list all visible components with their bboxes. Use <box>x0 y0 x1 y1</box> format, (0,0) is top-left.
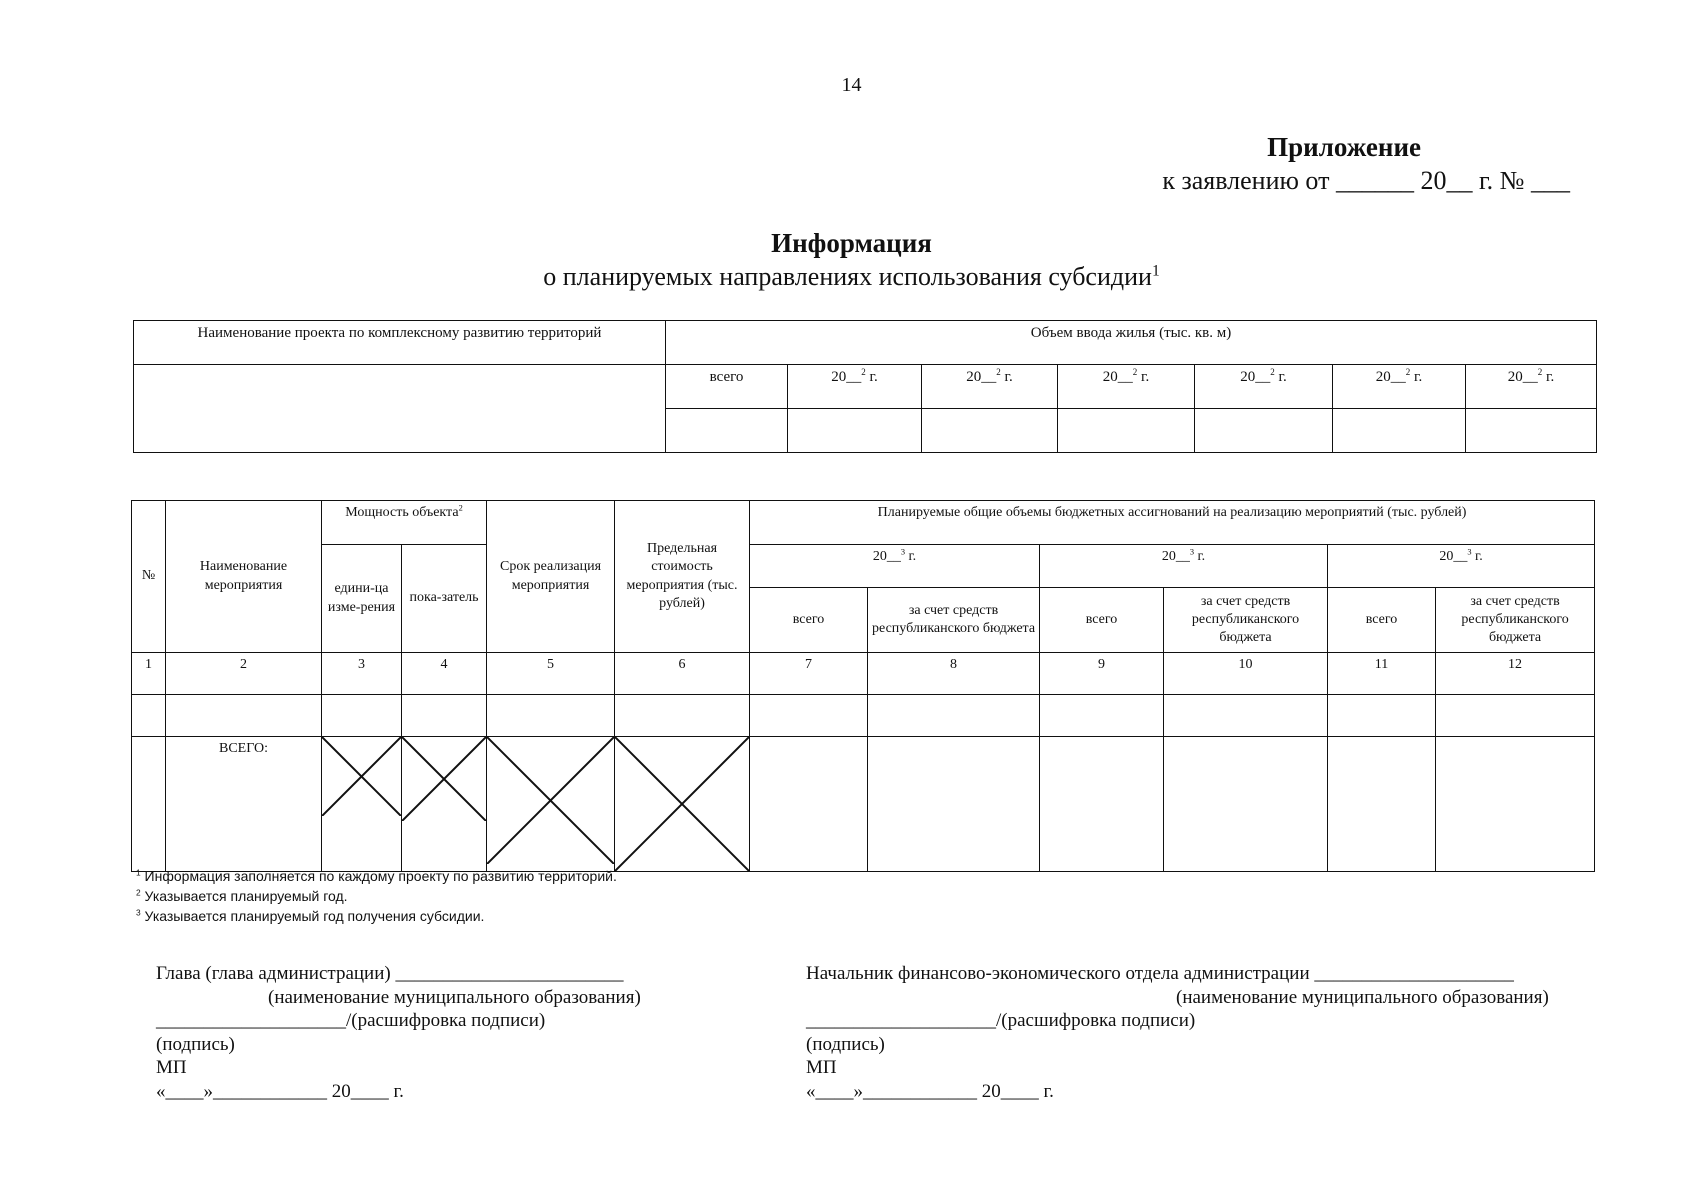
cross-mark-icon <box>322 737 401 816</box>
table-cell[interactable] <box>750 737 868 872</box>
table-cell[interactable] <box>322 695 402 737</box>
signature-caption: (наименование муниципального образования) <box>268 986 641 1008</box>
footnote-ref-3: 3 <box>1467 547 1472 557</box>
column-number: 2 <box>166 653 322 695</box>
year-label: 20__ <box>1240 369 1271 385</box>
date-line[interactable]: «____»____________ 20____ г. <box>156 1080 404 1102</box>
housing-value-cell[interactable] <box>922 409 1058 453</box>
cross-mark-icon <box>487 737 614 864</box>
table-cell[interactable] <box>615 695 750 737</box>
column-number: 8 <box>868 653 1040 695</box>
footnote-ref-3: 3 <box>1189 547 1195 557</box>
column-number: 9 <box>1040 653 1164 695</box>
col-total-header: всего <box>1328 588 1436 653</box>
project-name-cell[interactable] <box>134 365 666 453</box>
footnote-text: Указывается планируемый год. <box>140 888 348 904</box>
table-cell <box>132 737 166 872</box>
footnote-ref-2: 2 <box>1270 367 1275 377</box>
budget-allocation-table <box>131 500 1595 872</box>
column-number: 4 <box>402 653 487 695</box>
year-suffix: г. <box>865 369 878 385</box>
crossed-out-cell <box>322 737 402 872</box>
housing-value-cell[interactable] <box>788 409 922 453</box>
footnote-ref-3: 3 <box>900 547 906 557</box>
crossed-out-cell <box>487 737 615 872</box>
appendix-title: Приложение <box>1267 132 1421 162</box>
appendix-subtitle: к заявлению от ______ 20__ г. № ___ <box>1162 166 1570 195</box>
budget-year-header <box>750 545 1040 588</box>
col-capacity-header <box>322 501 487 545</box>
footnote-number: 2 <box>136 887 141 898</box>
footnote-ref-2: 2 <box>1537 367 1543 377</box>
year-suffix: г. <box>905 549 917 564</box>
table-cell[interactable] <box>868 737 1040 872</box>
year-suffix: г. <box>1542 369 1555 385</box>
year-label: 20__ <box>1439 549 1468 564</box>
table-cell[interactable] <box>1040 695 1164 737</box>
stamp-place: МП <box>156 1057 187 1078</box>
year-label: 20__ <box>872 549 901 564</box>
housing-year-header <box>1195 365 1333 409</box>
housing-value-cell[interactable] <box>1466 409 1597 453</box>
document-subtitle <box>0 262 1703 292</box>
col-republic-budget-header: за счет средств республиканского бюджета <box>1436 588 1595 653</box>
table-cell[interactable] <box>1436 695 1595 737</box>
signature-line[interactable]: ____________________/(расшифровка подписи) <box>806 1010 1196 1031</box>
housing-volume-table <box>133 320 1597 453</box>
signature-block-finance <box>806 962 1549 1103</box>
footnote-ref-2: 2 <box>861 367 866 377</box>
year-suffix: г. <box>1194 549 1206 564</box>
cross-mark-icon <box>402 737 486 821</box>
year-label: 20__ <box>1161 549 1190 564</box>
col-unit-header: едини-ца изме-рения <box>322 545 402 653</box>
signature-line[interactable]: Начальник финансово-экономического отдела администрации _____________________ <box>806 963 1514 984</box>
column-number: 1 <box>132 653 166 695</box>
signature-line[interactable]: ____________________/(расшифровка подписи) <box>156 1010 546 1031</box>
footnote-ref-1: 1 <box>1151 262 1160 280</box>
housing-value-cell[interactable] <box>1058 409 1195 453</box>
housing-total-header: всего <box>666 365 788 409</box>
document-title: Информация <box>771 228 932 258</box>
footnotes <box>136 866 617 926</box>
column-number: 6 <box>615 653 750 695</box>
year-suffix: г. <box>1137 369 1150 385</box>
footnote <box>136 906 617 926</box>
stamp-place: МП <box>806 1057 837 1078</box>
signature-block-head <box>156 962 641 1103</box>
year-label: 20__ <box>1507 369 1538 385</box>
col-event-name-header: Наименование мероприятия <box>166 501 322 653</box>
column-number: 7 <box>750 653 868 695</box>
col-total-header: всего <box>750 588 868 653</box>
footnote-text: Указывается планируемый год получения субсидии. <box>140 908 485 924</box>
housing-value-cell[interactable] <box>1333 409 1466 453</box>
table-cell[interactable] <box>132 695 166 737</box>
date-line[interactable]: «____»____________ 20____ г. <box>806 1080 1054 1102</box>
table-cell[interactable] <box>1164 695 1328 737</box>
year-suffix: г. <box>1471 549 1483 564</box>
footnote-ref-2: 2 <box>1405 367 1411 377</box>
total-row-label: ВСЕГО: <box>166 737 322 872</box>
budget-year-header <box>1040 545 1328 588</box>
column-number: 5 <box>487 653 615 695</box>
cross-mark-icon <box>615 737 749 871</box>
crossed-out-cell <box>615 737 750 872</box>
table-cell[interactable] <box>750 695 868 737</box>
table-cell[interactable] <box>868 695 1040 737</box>
housing-year-header <box>1058 365 1195 409</box>
column-number: 11 <box>1328 653 1436 695</box>
table-cell[interactable] <box>1328 737 1436 872</box>
year-label: 20__ <box>1102 369 1133 385</box>
table-cell[interactable] <box>402 695 487 737</box>
footnote <box>136 886 617 906</box>
column-number: 10 <box>1164 653 1328 695</box>
footnote-ref-2: 2 <box>1132 367 1138 377</box>
footnote-ref-2: 2 <box>458 503 463 513</box>
year-label: 20__ <box>966 369 997 385</box>
col-republic-budget-header: за счет средств республиканского бюджета <box>868 588 1040 653</box>
table-cell[interactable] <box>166 695 322 737</box>
signature-caption: (подпись) <box>156 1033 235 1055</box>
document-subtitle-text: о планируемых направлениях использования субсидии <box>543 262 1152 291</box>
year-suffix: г. <box>1274 369 1287 385</box>
footnote-ref-2: 2 <box>996 367 1001 377</box>
signature-caption: (наименование муниципального образования) <box>1176 986 1549 1008</box>
col-total-header: всего <box>1040 588 1164 653</box>
col-number-header: № <box>132 501 166 653</box>
housing-value-cell[interactable] <box>1195 409 1333 453</box>
column-number: 3 <box>322 653 402 695</box>
project-name-header: Наименование проекта по комплексному развитию территорий <box>134 321 666 365</box>
housing-value-cell[interactable] <box>666 409 788 453</box>
page-number: 14 <box>841 74 862 96</box>
housing-year-header <box>1333 365 1466 409</box>
year-suffix: г. <box>1000 369 1013 385</box>
year-label: 20__ <box>831 369 862 385</box>
housing-year-header <box>922 365 1058 409</box>
col-planned-budget-header: Планируемые общие объемы бюджетных ассигнований на реализацию мероприятий (тыс. рублей) <box>750 501 1595 545</box>
footnote-number: 1 <box>136 867 141 878</box>
budget-year-header <box>1328 545 1595 588</box>
year-label: 20__ <box>1375 369 1406 385</box>
capacity-label: Мощность объекта <box>345 505 459 520</box>
col-cost-header: Предельная стоимость мероприятия (тыс. рублей) <box>615 501 750 653</box>
year-suffix: г. <box>1410 369 1423 385</box>
footnote-text: Информация заполняется по каждому проекту по развитию территорий. <box>140 868 617 884</box>
housing-year-header <box>1466 365 1597 409</box>
signature-line[interactable]: Глава (глава администрации) ________________________ <box>156 963 624 984</box>
table-cell[interactable] <box>1040 737 1164 872</box>
table-cell[interactable] <box>487 695 615 737</box>
table-cell[interactable] <box>1164 737 1328 872</box>
housing-year-header <box>788 365 922 409</box>
col-indicator-header: пока-затель <box>402 545 487 653</box>
footnote <box>136 866 617 886</box>
table-cell[interactable] <box>1436 737 1595 872</box>
column-number: 12 <box>1436 653 1595 695</box>
signature-caption: (подпись) <box>806 1033 885 1055</box>
footnote-number: 3 <box>136 907 141 918</box>
table-cell[interactable] <box>1328 695 1436 737</box>
crossed-out-cell <box>402 737 487 872</box>
housing-volume-header: Объем ввода жилья (тыс. кв. м) <box>666 321 1597 365</box>
col-term-header: Срок реализация мероприятия <box>487 501 615 653</box>
col-republic-budget-header: за счет средств республиканского бюджета <box>1164 588 1328 653</box>
